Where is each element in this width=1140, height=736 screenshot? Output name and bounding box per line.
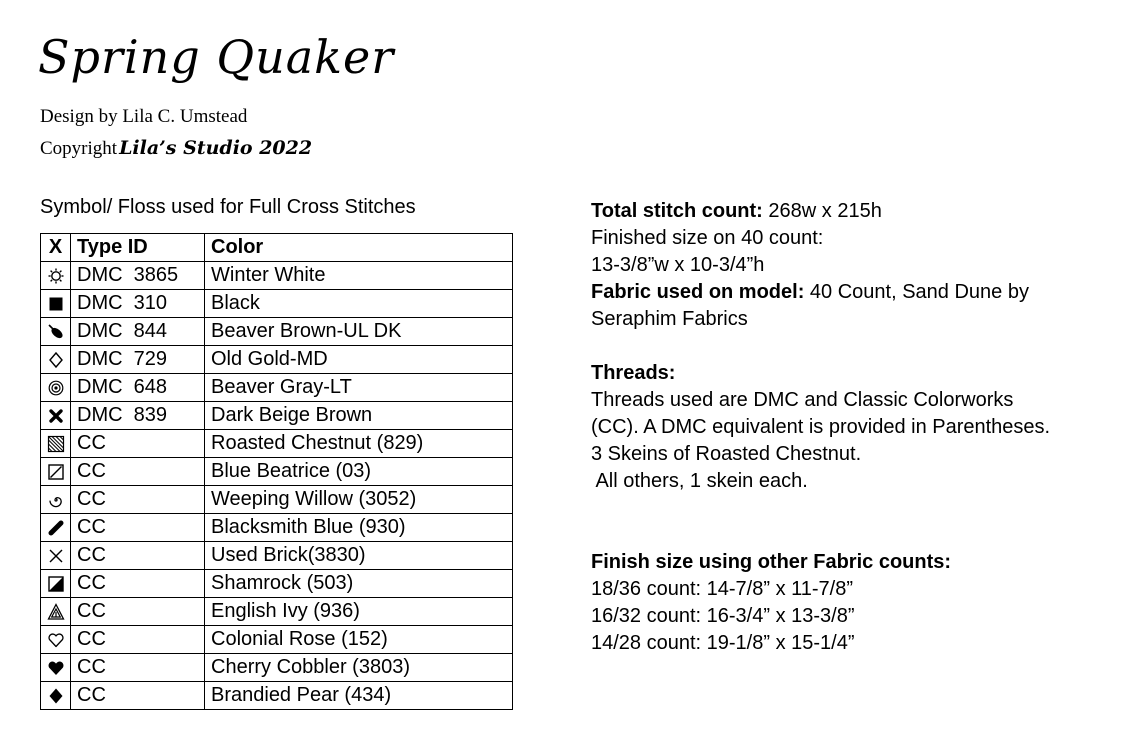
color-name-cell: Weeping Willow (3052) (205, 486, 513, 514)
color-name-cell: Roasted Chestnut (829) (205, 430, 513, 458)
table-row (41, 682, 513, 710)
symbol-cell (41, 514, 71, 542)
symbol-cell (41, 402, 71, 430)
symbol-cell (41, 430, 71, 458)
bold-x-icon (47, 407, 65, 425)
fabric-line (591, 279, 1136, 306)
type-id-cell: CC (71, 654, 205, 682)
table-row (41, 290, 513, 318)
type-id-cell: CC (71, 514, 205, 542)
type-id-cell: CC (71, 486, 205, 514)
fabric-label: Fabric used on model: (591, 281, 805, 303)
color-name-cell: Brandied Pear (434) (205, 682, 513, 710)
threads-line: (CC). A DMC equivalent is provided in Parentheses. (591, 416, 1051, 438)
column-header-color: Color (205, 234, 513, 262)
pattern-info (591, 198, 1136, 657)
symbol-cell (41, 458, 71, 486)
type-id-cell: DMC 729 (71, 346, 205, 374)
symbol-cell (41, 290, 71, 318)
type-id-cell: DMC 648 (71, 374, 205, 402)
table-row (41, 458, 513, 486)
spiral-icon (47, 491, 65, 509)
type-id-cell: DMC 844 (71, 318, 205, 346)
color-name-cell: Used Brick(3830) (205, 542, 513, 570)
filled-square-icon (47, 295, 65, 313)
finish-size-line: 16/32 count: 16-3/4” x 13-3/8” (591, 605, 855, 627)
concentric-circles-icon (47, 379, 65, 397)
threads-line: 3 Skeins of Roasted Chestnut. (591, 443, 862, 465)
finish-size-line: 18/36 count: 14-7/8” x 11-7/8” (591, 578, 854, 600)
stitch-count-label: Total stitch count: (591, 200, 763, 222)
color-name-cell: Old Gold-MD (205, 346, 513, 374)
finished-size-label: Finished size on 40 count: (591, 227, 824, 249)
stitch-count-line (591, 198, 1136, 225)
threads-heading: Threads: (591, 362, 676, 384)
color-name-cell: English Ivy (936) (205, 598, 513, 626)
table-row (41, 430, 513, 458)
table-row (41, 402, 513, 430)
studio-name: Lila’s Studio 2022 (119, 137, 313, 159)
color-name-cell: Beaver Brown-UL DK (205, 318, 513, 346)
table-row (41, 346, 513, 374)
column-header-type-id: Type ID (71, 234, 205, 262)
color-name-cell: Cherry Cobbler (3803) (205, 654, 513, 682)
table-row (41, 626, 513, 654)
nested-triangle-icon (47, 603, 65, 621)
color-name-cell: Dark Beige Brown (205, 402, 513, 430)
table-header-row (41, 234, 513, 262)
diagonal-bar-icon (47, 519, 65, 537)
color-name-cell: Beaver Gray-LT (205, 374, 513, 402)
table-row (41, 570, 513, 598)
heart-outline-icon (47, 631, 65, 649)
type-id-cell: CC (71, 570, 205, 598)
threads-line: All others, 1 skein each. (591, 470, 808, 492)
color-name-cell: Winter White (205, 262, 513, 290)
column-header-symbol: X (41, 234, 71, 262)
copyright-line (40, 137, 312, 160)
type-id-cell: CC (71, 626, 205, 654)
type-id-cell: DMC 310 (71, 290, 205, 318)
table-row (41, 262, 513, 290)
hatched-square-icon (47, 435, 65, 453)
symbol-cell (41, 682, 71, 710)
table-row (41, 318, 513, 346)
type-id-cell: DMC 3865 (71, 262, 205, 290)
stitch-count-value: 268w x 215h (762, 200, 882, 222)
floss-table (40, 233, 513, 710)
thin-x-icon (47, 547, 65, 565)
symbol-cell (41, 346, 71, 374)
fabric-value: 40 Count, Sand Dune by (804, 281, 1029, 303)
table-row (41, 514, 513, 542)
sun-outline-icon (47, 267, 65, 285)
finish-size-heading: Finish size using other Fabric counts: (591, 551, 952, 573)
table-row (41, 542, 513, 570)
table-row (41, 486, 513, 514)
finish-size-line: 14/28 count: 19-1/8” x 15-1/4” (591, 632, 855, 654)
type-id-cell: CC (71, 682, 205, 710)
type-id-cell: CC (71, 542, 205, 570)
fabric-line-2: Seraphim Fabrics (591, 308, 748, 330)
table-row (41, 654, 513, 682)
threads-line: Threads used are DMC and Classic Colorworks (591, 389, 1014, 411)
symbol-cell (41, 262, 71, 290)
table-heading: Symbol/ Floss used for Full Cross Stitches (40, 196, 416, 218)
symbol-cell (41, 570, 71, 598)
symbol-cell (41, 374, 71, 402)
copyright-label: Copyright (40, 138, 118, 159)
finished-size-value: 13-3/8”w x 10-3/4”h (591, 254, 765, 276)
table-row (41, 374, 513, 402)
symbol-cell (41, 626, 71, 654)
symbol-cell (41, 486, 71, 514)
type-id-cell: CC (71, 458, 205, 486)
color-name-cell: Colonial Rose (152) (205, 626, 513, 654)
designer-credit: Design by Lila C. Umstead (40, 106, 248, 127)
page-title: Spring Quaker (38, 30, 395, 84)
type-id-cell: CC (71, 430, 205, 458)
color-name-cell: Black (205, 290, 513, 318)
type-id-cell: DMC 839 (71, 402, 205, 430)
heart-filled-icon (47, 659, 65, 677)
slashed-square-icon (47, 463, 65, 481)
color-name-cell: Shamrock (503) (205, 570, 513, 598)
table-row (41, 598, 513, 626)
type-id-cell: CC (71, 598, 205, 626)
half-filled-square-icon (47, 575, 65, 593)
color-name-cell: Blue Beatrice (03) (205, 458, 513, 486)
symbol-cell (41, 542, 71, 570)
symbol-cell (41, 318, 71, 346)
diamond-filled-icon (47, 687, 65, 705)
symbol-cell (41, 598, 71, 626)
color-name-cell: Blacksmith Blue (930) (205, 514, 513, 542)
symbol-cell (41, 654, 71, 682)
diagonal-oval-icon (47, 323, 65, 341)
diamond-outline-icon (47, 351, 65, 369)
